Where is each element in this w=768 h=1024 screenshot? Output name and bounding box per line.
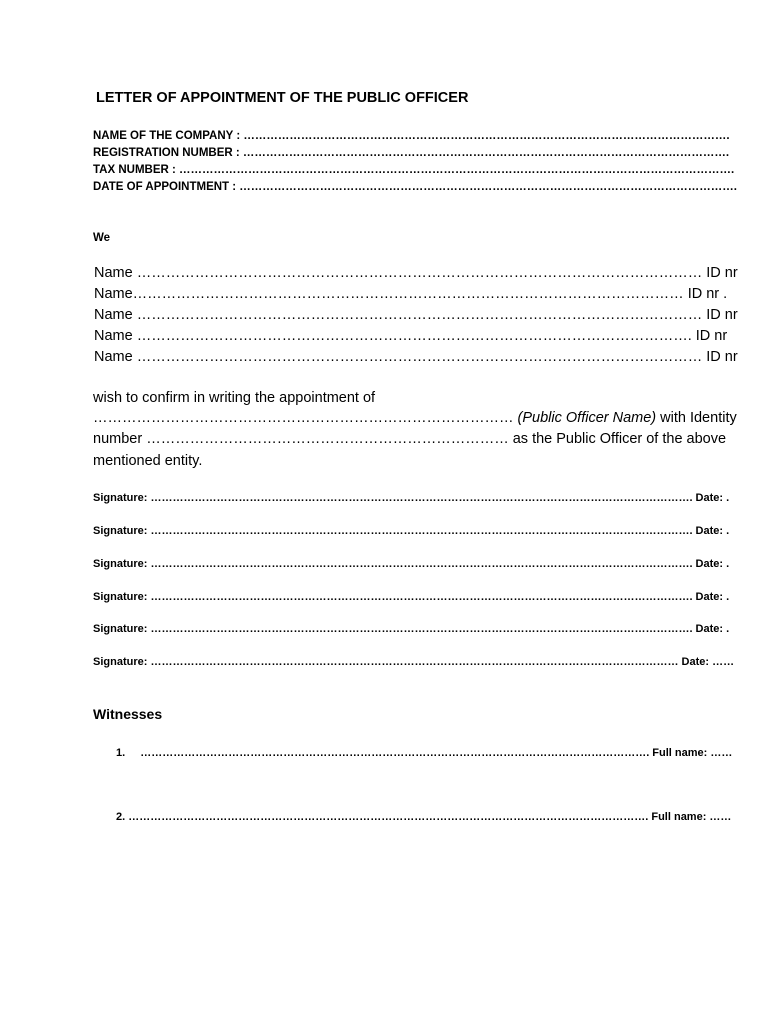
date-of-appointment-field: DATE OF APPOINTMENT : …………………………………………………………………………………………………………………. <box>93 181 737 193</box>
officer-name-blank: …………………………………………………………………………… <box>93 410 518 426</box>
name-id-row: Name…………………………………………………………………………………………………… ID nr . <box>94 286 728 302</box>
confirm-statement-line2 <box>93 410 737 426</box>
public-officer-name-hint: (Public Officer Name) <box>517 410 657 426</box>
confirm-statement-line1: wish to confirm in writing the appointment of <box>93 390 376 406</box>
signature-date-row: Signature: ……………………………………………………………………………………………………………………………… Date: …… <box>93 656 735 668</box>
witness-number: 2. <box>116 811 126 823</box>
signature-date-row: Signature: …………………………………………………………………………………………………………………………………. Date: . <box>93 591 730 603</box>
signature-date-row: Signature: …………………………………………………………………………………………………………………………………. Date: . <box>93 525 730 537</box>
witness-number: 1. <box>116 747 126 759</box>
signature-date-row: Signature: …………………………………………………………………………………………………………………………………. Date: . <box>93 623 730 635</box>
registration-number-field: REGISTRATION NUMBER : ………………………………………………………………………………………………………………. <box>93 147 730 159</box>
name-id-row: Name ……………………………………………………………………………………………………. ID nr <box>94 328 728 344</box>
witness-signature-fullname: …………………………………………………………………………………………………………………………. Full name: …… <box>140 747 733 759</box>
name-id-row: Name ……………………………………………………………………………………………………… ID nr <box>94 265 738 281</box>
witness-signature-fullname: ……………………………………………………………………………………………………………………………. Full name: …… <box>128 811 732 823</box>
confirm-statement-line4: mentioned entity. <box>93 453 203 469</box>
we-label: We <box>93 232 111 244</box>
company-name-field: NAME OF THE COMPANY : ………………………………………………………………………………………………………………. <box>93 130 730 142</box>
witness-row-2 <box>116 811 731 823</box>
signature-date-row: Signature: …………………………………………………………………………………………………………………………………. Date: . <box>93 492 730 504</box>
witnesses-heading: Witnesses <box>93 706 163 722</box>
witness-row-1 <box>116 747 732 759</box>
signature-date-row: Signature: …………………………………………………………………………………………………………………………………. Date: . <box>93 558 730 570</box>
document-title: LETTER OF APPOINTMENT OF THE PUBLIC OFFICER <box>96 90 469 106</box>
name-id-row: Name ……………………………………………………………………………………………………… ID nr <box>94 349 738 365</box>
confirm-statement-line3: number ………………………………………………………………… as the Public Officer of the above <box>93 431 727 447</box>
tax-number-field: TAX NUMBER : ………………………………………………………………………………………………………………………………. <box>93 164 735 176</box>
name-id-row: Name ……………………………………………………………………………………………………… ID nr <box>94 307 738 323</box>
with-identity-text: with Identity <box>656 410 737 426</box>
